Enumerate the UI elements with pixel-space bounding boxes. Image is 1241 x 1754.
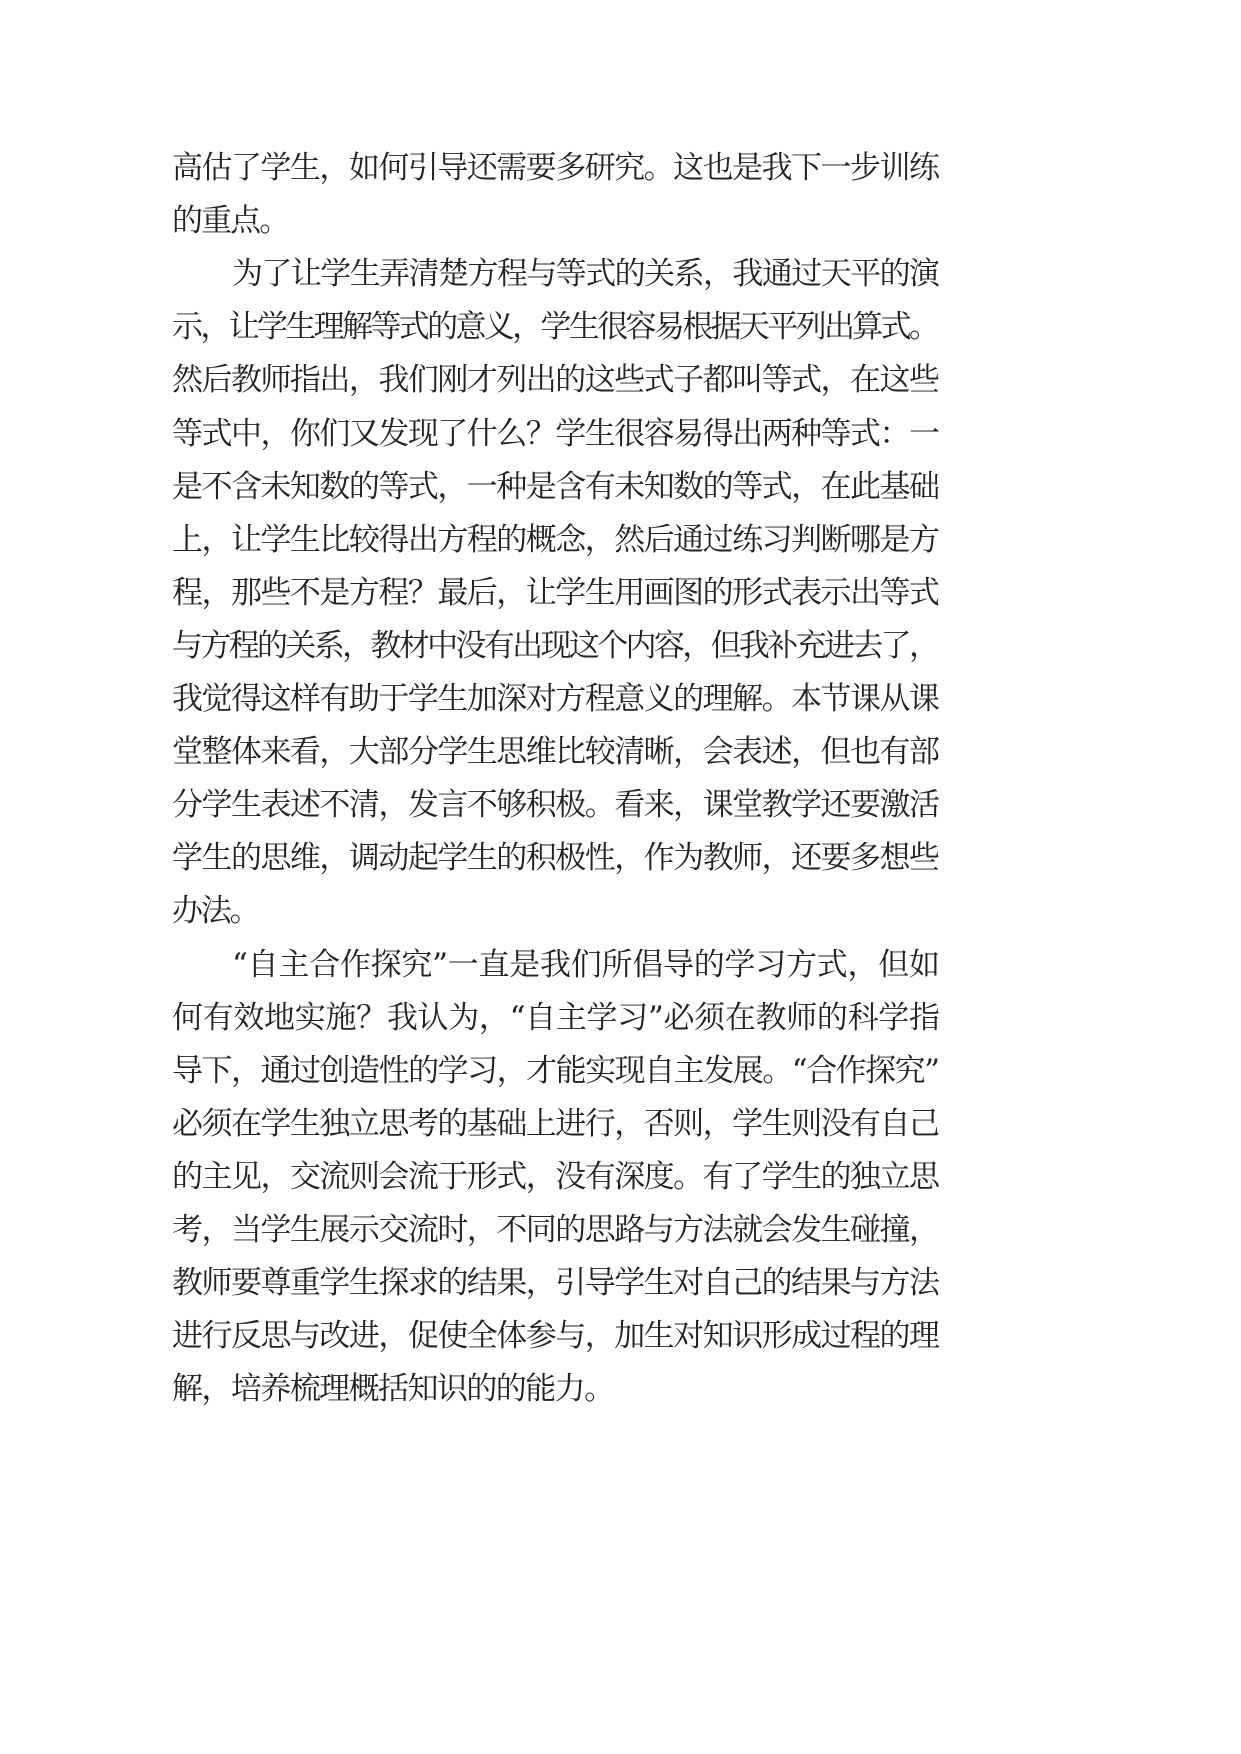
line-text: 上，让学生比较得出方程的概念，然后通过练习判断哪是方 [172, 522, 940, 558]
line-text: 学生的思维，调动起学生的积极性，作为教师，还要多想些 [172, 840, 940, 876]
line-text: 考，当学生展示交流时，不同的思路与方法就会发生碰撞， [172, 1212, 940, 1248]
line-text: 必须在学生独立思考的基础上进行，否则，学生则没有自己 [172, 1106, 940, 1142]
line-text: “自主合作探究”一直是我们所倡导的学习方式，但如 [232, 947, 940, 983]
text-line [0, 835, 1241, 879]
line-text: 解，培养梳理概括知识的的能力。 [172, 1371, 616, 1407]
line-text: 是不含未知数的等式，一种是含有未知数的等式，在此基础 [172, 469, 940, 505]
text-line [0, 145, 1241, 189]
text-line [0, 729, 1241, 773]
text-line [0, 1154, 1241, 1198]
text-line [0, 1260, 1241, 1304]
text-line [0, 1101, 1241, 1145]
line-text: 何有效地实施？我认为，“自主学习”必须在教师的科学指 [172, 1000, 940, 1036]
line-text: 办法。 [172, 893, 261, 929]
line-text: 进行反思与改进，促使全体参与，加生对知识形成过程的理 [172, 1318, 940, 1354]
line-text: 示，让学生理解等式的意义，学生很容易根据天平列出算式。 [172, 309, 940, 345]
line-text: 教师要尊重学生探求的结果，引导学生对自己的结果与方法 [172, 1265, 940, 1301]
line-text: 堂整体来看，大部分学生思维比较清晰，会表述，但也有部 [172, 734, 940, 770]
text-line [0, 1366, 1241, 1410]
text-line [0, 1048, 1241, 1092]
line-text: 分学生表述不清，发言不够积极。看来，课堂教学还要激活 [172, 787, 940, 823]
text-line [0, 570, 1241, 614]
text-line [0, 464, 1241, 508]
text-line [0, 198, 1241, 242]
line-text: 我觉得这样有助于学生加深对方程意义的理解。本节课从课 [172, 681, 940, 717]
text-line [0, 411, 1241, 455]
line-text: 高估了学生，如何引导还需要多研究。这也是我下一步训练 [172, 150, 940, 186]
line-text: 的重点。 [172, 203, 291, 239]
line-text: 的主见，交流则会流于形式，没有深度。有了学生的独立思 [172, 1159, 940, 1195]
text-line [0, 782, 1241, 826]
line-text: 与方程的关系，教材中没有出现这个内容，但我补充进去了， [172, 628, 940, 664]
text-line [0, 676, 1241, 720]
text-line [0, 357, 1241, 401]
line-text: 为了让学生弄清楚方程与等式的关系，我通过天平的演 [232, 256, 940, 292]
text-line [0, 623, 1241, 667]
text-line [0, 304, 1241, 348]
text-line [0, 888, 1241, 932]
text-line [0, 1313, 1241, 1357]
line-text: 等式中，你们又发现了什么？学生很容易得出两种等式：一 [172, 416, 940, 452]
line-text: 程，那些不是方程？最后，让学生用画图的形式表示出等式 [172, 575, 940, 611]
line-text: 导下，通过创造性的学习，才能实现自主发展。“合作探究” [172, 1053, 940, 1089]
line-text: 然后教师指出，我们刚才列出的这些式子都叫等式，在这些 [172, 362, 940, 398]
text-line [0, 942, 1241, 986]
text-line [0, 251, 1241, 295]
text-line [0, 995, 1241, 1039]
text-line [0, 517, 1241, 561]
text-line [0, 1207, 1241, 1251]
